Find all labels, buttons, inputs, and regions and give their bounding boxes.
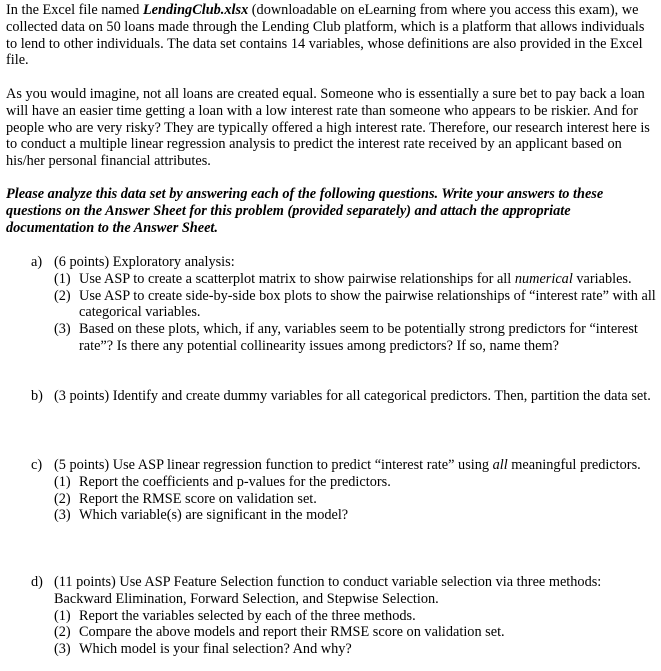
sub-item xyxy=(54,507,657,524)
sub-text: Report the RMSE score on validation set. xyxy=(79,490,317,507)
sub-text: Use ASP to create a scatterplot matrix to show pairwise relationships for all xyxy=(79,270,515,287)
emphasis-text: all xyxy=(492,457,508,473)
question-heading: (6 points) Exploratory analysis: xyxy=(54,254,235,270)
sub-number: (1) xyxy=(54,607,71,624)
question-heading: (3 points) Identify and create dummy variables for all categorical predictors. Then, partition the data set. xyxy=(54,388,651,404)
question-b xyxy=(31,388,657,405)
sub-item xyxy=(54,288,657,322)
question-letter: c) xyxy=(31,457,43,473)
sub-item xyxy=(54,624,657,641)
sub-text: Based on these plots, which, if any, variables seem to be potentially strong predictors for “interest rate”? Is there any potential collinearity issues among predictors? If so, name them? xyxy=(79,321,638,354)
question-a xyxy=(31,254,657,355)
sub-item xyxy=(54,321,657,355)
sub-number: (3) xyxy=(54,321,71,338)
sub-number: (1) xyxy=(54,473,71,490)
sub-item xyxy=(54,474,657,491)
sub-item xyxy=(54,271,657,288)
intro-paragraph-1 xyxy=(6,2,656,69)
sub-text: Use ASP to create side-by-side box plots to show the pairwise relationships of “interest rate” with all categorical variables. xyxy=(79,287,656,321)
question-heading: (5 points) Use ASP linear regression function to predict “interest rate” using xyxy=(54,457,493,473)
intro-paragraph-2 xyxy=(6,86,656,170)
sub-text: Report the coefficients and p-values for the predictors. xyxy=(79,473,391,490)
question-letter: a) xyxy=(31,254,43,270)
sub-number: (1) xyxy=(54,270,71,287)
sub-number: (2) xyxy=(54,490,71,507)
instructions-text: Please analyze this data set by answering each of the following questions. Write your answers to these questions on the Answer Sheet for this problem (provided separately) and attach the appropriate documentation to the Answer Sheet. xyxy=(6,186,604,236)
emphasis-text: numerical xyxy=(514,270,573,287)
instructions-paragraph xyxy=(6,186,656,236)
question-heading: (11 points) Use ASP Feature Selection function to conduct variable selection via three methods: Backward Elimination, Forward Selection, and Stepwise Selection. xyxy=(54,574,602,607)
file-name: LendingClub.xlsx xyxy=(142,2,249,18)
question-c xyxy=(31,457,657,524)
sub-number: (2) xyxy=(54,287,71,304)
sub-text: Which model is your final selection? And why? xyxy=(79,641,352,658)
sub-text-cont: variables. xyxy=(572,270,632,287)
sub-item xyxy=(54,608,657,625)
sub-number: (3) xyxy=(54,507,71,524)
question-d xyxy=(31,574,657,658)
sub-number: (2) xyxy=(54,624,71,641)
intro-text-cont: (downloadable on eLearning from where you access this exam), we collected data on 50 loans made through the Lending Club platform, which is a platform that allows individuals to lend to other individuals. The data set contains 14 variables, whose definitions are also provided in the Excel file. xyxy=(6,2,645,69)
intro-text: In the Excel file named xyxy=(6,2,143,18)
question-letter: d) xyxy=(31,574,43,590)
sub-text: Report the variables selected by each of the three methods. xyxy=(79,607,416,624)
sub-text: Which variable(s) are significant in the model? xyxy=(79,507,349,524)
intro-paragraph-2-text: As you would imagine, not all loans are created equal. Someone who is essentially a sure bet to pay back a loan will have an easier time getting a loan with a low interest rate than someone who appears to be riskier. And for people who are very risky? They are typically offered a high interest rate. Therefore, our research interest here is to conduct a multiple linear regression analysis to predict the interest rate received by an applicant based on his/her personal financial attributes. xyxy=(6,86,650,170)
sub-item xyxy=(54,491,657,508)
sub-text: Compare the above models and report their RMSE score on validation set. xyxy=(79,624,505,641)
sub-item xyxy=(54,641,657,658)
question-heading-cont: meaningful predictors. xyxy=(507,457,641,473)
question-letter: b) xyxy=(31,388,43,404)
sub-number: (3) xyxy=(54,641,71,658)
